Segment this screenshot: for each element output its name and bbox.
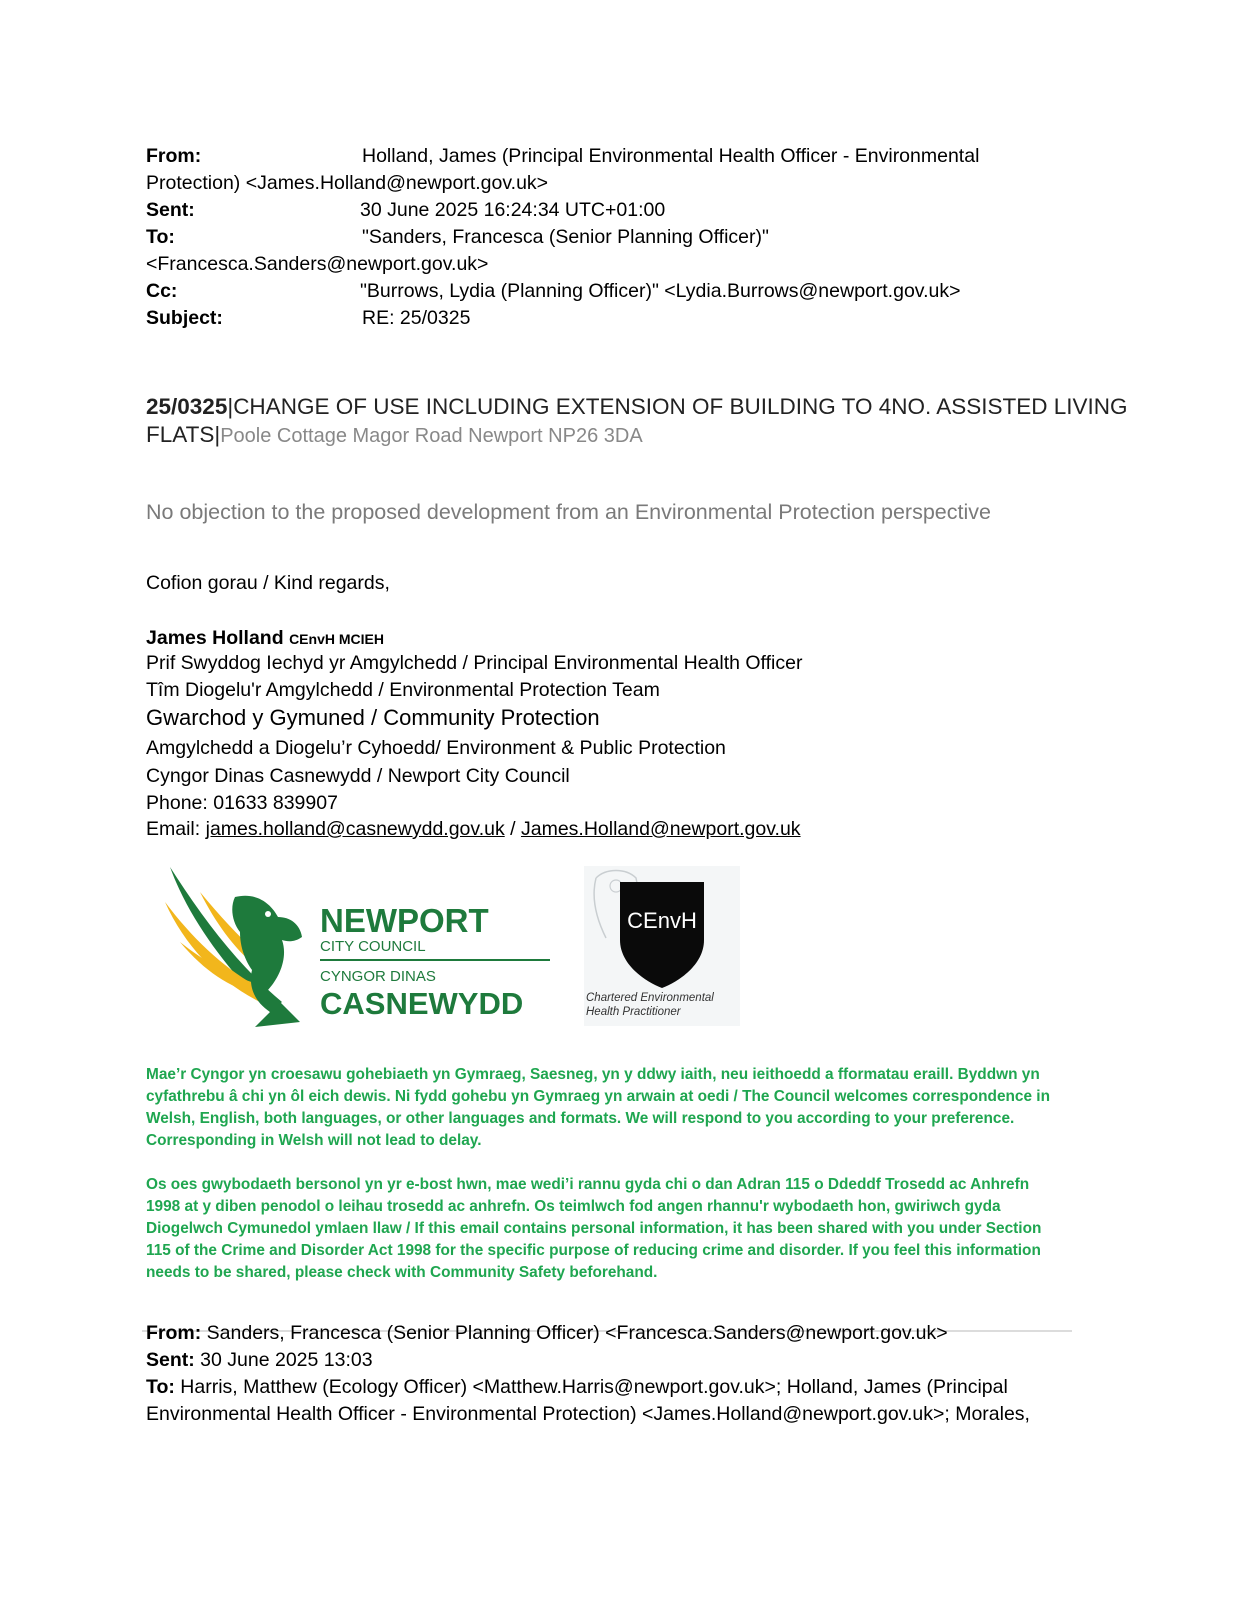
application-ref: 25/0325 bbox=[146, 394, 228, 419]
application-address: Poole Cottage Magor Road Newport NP26 3DA bbox=[220, 425, 643, 447]
language-disclaimer-line: Mae’r Cyngor yn croesawu gohebiaeth yn Gymraeg, Saesneg, yn y ddwy iaith, neu ieithoedd a fformatau eraill. Byddwn yn bbox=[146, 1066, 1040, 1083]
privacy-disclaimer-line: Diogelwch Cymunedol ymlaen llaw / If this email contains personal information, it has been shared with you under Section bbox=[146, 1220, 1042, 1237]
prev-to-value-cont: Environmental Health Officer - Environmental Protection) <James.Holland@newport.gov.uk>; Morales, bbox=[146, 1403, 1030, 1425]
language-disclaimer bbox=[146, 1064, 1086, 1152]
language-disclaimer-line: Corresponding in Welsh will not lead to delay. bbox=[146, 1132, 482, 1149]
from-label: From: bbox=[146, 145, 202, 167]
logo-casnewydd-text: CASNEWYDD bbox=[320, 986, 524, 1021]
job-title: Prif Swyddog Iechyd yr Amgylchedd / Principal Environmental Health Officer bbox=[146, 652, 803, 674]
privacy-disclaimer-line: Os oes gwybodaeth bersonol yn yr e-bost hwn, mae wedi’i rannu gyda chi o dan Adran 115 o Ddeddf Trosedd ac Anhrefn bbox=[146, 1176, 1030, 1193]
department-name: Amgylchedd a Diogelu’r Cyhoedd/ Environment & Public Protection bbox=[146, 737, 726, 759]
logo-newport-text: NEWPORT bbox=[320, 902, 489, 939]
post-nominals: CEnvH MCIEH bbox=[289, 631, 384, 647]
email-separator: / bbox=[504, 818, 521, 840]
prev-from-label: From: bbox=[146, 1322, 202, 1344]
cc-value: "Burrows, Lydia (Planning Officer)" <Lydia.Burrows@newport.gov.uk> bbox=[360, 280, 961, 302]
privacy-disclaimer-line: 1998 at y diben penodol o leihau trosedd ac anhrefn. Os teimlwch fod angen rhannu'r wybodaeth hon, gwiriwch gyda bbox=[146, 1198, 1001, 1215]
application-title bbox=[146, 393, 1128, 450]
subject-value: RE: 25/0325 bbox=[362, 307, 471, 329]
application-desc: |CHANGE OF USE INCLUDING EXTENSION OF BUILDING TO 4NO. ASSISTED LIVING bbox=[227, 394, 1128, 419]
sent-label: Sent: bbox=[146, 199, 195, 221]
from-value-cont: Protection) <James.Holland@newport.gov.uk> bbox=[146, 172, 549, 194]
cenvh-badge-text: CEnvH bbox=[627, 908, 697, 933]
consultation-response: No objection to the proposed development from an Environmental Protection perspective bbox=[146, 500, 991, 524]
prev-to-label: To: bbox=[146, 1376, 175, 1398]
privacy-disclaimer-line: 115 of the Crime and Disorder Act 1998 for the specific purpose of reducing crime and disorder. If you feel this information bbox=[146, 1242, 1041, 1259]
sign-off: Cofion gorau / Kind regards, bbox=[146, 572, 390, 594]
team-name: Tîm Diogelu'r Amgylchedd / Environmental Protection Team bbox=[146, 679, 660, 701]
prev-to-value: Harris, Matthew (Ecology Officer) <Matthew.Harris@newport.gov.uk>; Holland, James (Principal bbox=[174, 1376, 1008, 1398]
cenvh-caption-line1: Chartered Environmental bbox=[586, 992, 714, 1004]
prev-from-value: Sanders, Francesca (Senior Planning Officer) <Francesca.Sanders@newport.gov.uk> bbox=[201, 1322, 948, 1344]
cenvh-caption-line2: Health Practitioner bbox=[586, 1006, 681, 1018]
privacy-disclaimer bbox=[146, 1174, 1086, 1284]
cenvh-logo bbox=[584, 866, 740, 1026]
logo-cyngor-dinas-text: CYNGOR DINAS bbox=[320, 968, 436, 985]
to-value-cont: <Francesca.Sanders@newport.gov.uk> bbox=[146, 253, 489, 275]
application-desc-cont: FLATS| bbox=[146, 422, 221, 447]
to-value: "Sanders, Francesca (Senior Planning Officer)" bbox=[362, 226, 769, 248]
subject-label: Subject: bbox=[146, 307, 223, 329]
shield-icon bbox=[618, 880, 706, 990]
logo-city-council-text: CITY COUNCIL bbox=[320, 938, 426, 955]
prev-sent-label: Sent: bbox=[146, 1349, 195, 1371]
email-link-welsh[interactable]: james.holland@casnewydd.gov.uk bbox=[205, 818, 505, 840]
logo-divider bbox=[320, 959, 550, 961]
prev-sent-value: 30 June 2025 13:03 bbox=[194, 1349, 373, 1371]
phone-number: Phone: 01633 839907 bbox=[146, 792, 338, 814]
cc-label: Cc: bbox=[146, 280, 178, 302]
email-label: Email: bbox=[146, 818, 206, 840]
email-link-english[interactable]: James.Holland@newport.gov.uk bbox=[520, 818, 801, 840]
to-label: To: bbox=[146, 226, 175, 248]
sent-value: 30 June 2025 16:24:34 UTC+01:00 bbox=[360, 199, 666, 221]
signatory-name: James Holland bbox=[146, 627, 284, 649]
from-value: Holland, James (Principal Environmental Health Officer - Environmental bbox=[362, 145, 980, 167]
email-line bbox=[146, 818, 801, 841]
privacy-disclaimer-line: needs to be shared, please check with Community Safety beforehand. bbox=[146, 1264, 658, 1281]
newport-city-council-logo bbox=[160, 862, 560, 1032]
council-name: Cyngor Dinas Casnewydd / Newport City Council bbox=[146, 765, 570, 787]
division-name: Gwarchod y Gymuned / Community Protection bbox=[146, 705, 600, 730]
language-disclaimer-line: Welsh, English, both languages, or other languages and formats. We will respond to you according to your preference. bbox=[146, 1110, 1015, 1127]
language-disclaimer-line: cyfathrebu â chi yn ôl eich dewis. Ni fydd gohebu yn Gymraeg yn arwain at oedi / The Council welcomes correspondence in bbox=[146, 1088, 1050, 1105]
